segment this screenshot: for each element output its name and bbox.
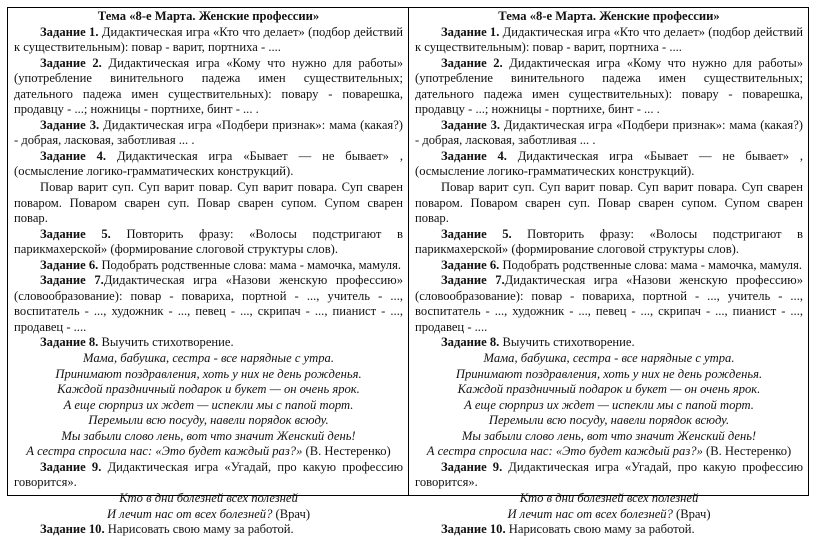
worksheet-column-left bbox=[8, 8, 408, 537]
task-9 bbox=[415, 460, 803, 491]
task-text: Дидактическая игра «Кому что нужно для работы» (употребление винительного падежа имен существительных; дательного падежа имен существительных): повару - поварешка, продавцу - ...; ножницы - портнихе, бинт - ... . bbox=[14, 55, 404, 117]
task-label: Задание 1. bbox=[441, 24, 500, 39]
worksheet-table bbox=[7, 7, 809, 537]
task-text: Дидактическая игра «Угадай, про какую профессию говорится». bbox=[14, 459, 404, 490]
poem-line: Принимают поздравления, хоть у них не день рожденья. bbox=[455, 366, 763, 381]
riddle-line-answer: И лечит нас от всех болезней? (Врач) bbox=[507, 506, 711, 521]
task-text: Дидактическая игра «Назови женскую профессию» (словообразование): повар - повариха, портной - ..., учитель - ..., воспитатель - ..., художник - ..., певец - ..., скрипач - ..., пианист - ..., продавец - .... bbox=[14, 273, 403, 334]
poem-line: Каждой праздничный подарок и букет — он очень ярок. bbox=[457, 382, 761, 397]
task-text: Дидактическая игра «Угадай, про какую профессию говорится». bbox=[415, 459, 803, 490]
worksheet-column-right bbox=[408, 8, 808, 537]
task-10 bbox=[415, 522, 803, 538]
task-8 bbox=[415, 335, 803, 351]
task-7 bbox=[14, 273, 403, 335]
poem-line: Принимают поздравления, хоть у них не день рожденья. bbox=[55, 366, 362, 381]
task-4 bbox=[14, 149, 403, 180]
task-text: Повар варит суп. Суп варит повар. Суп варит повара. Суп сварен поваром. Поваром сварен суп. Повар сварен супом. Супом сварен повар. bbox=[14, 180, 403, 226]
task-text: Повторить фразу: «Волосы подстригают в парикмахерской» (формирование слоговой структуры слов). bbox=[415, 226, 803, 257]
task-text: Нарисовать свою маму за работой. bbox=[505, 522, 695, 537]
task-5 bbox=[14, 227, 403, 258]
task-7 bbox=[415, 273, 803, 335]
task-label: Задание 7. bbox=[441, 273, 505, 288]
task-label: Задание 3. bbox=[441, 117, 501, 132]
poem-line: Мы забыли слово лень, вот что значит Женский день! bbox=[61, 428, 356, 443]
task-5 bbox=[415, 227, 803, 258]
task-label: Задание 10. bbox=[441, 522, 506, 537]
task-text: Нарисовать свою маму за работой. bbox=[104, 522, 294, 537]
poem-line: Перемыли всю посуду, навели порядок всюду. bbox=[488, 413, 730, 428]
worksheet-title: Тема «8-е Марта. Женские профессии» bbox=[498, 9, 720, 23]
task-2 bbox=[415, 56, 803, 118]
poem-line-author: А сестра спросила нас: «Это будет каждый раз?» (В. Нестеренко) bbox=[26, 444, 391, 459]
task-text: Дидактическая игра «Кто что делает» (подбор действий к существительным): повар - варит, портниха - .... bbox=[14, 24, 404, 55]
task-label: Задание 5. bbox=[40, 226, 111, 241]
task-1 bbox=[415, 25, 803, 56]
task-label: Задание 4. bbox=[441, 148, 507, 163]
poem-line: Мама, бабушка, сестра - все нарядные с утра. bbox=[483, 351, 735, 366]
task-text: Подобрать родственные слова: мама - мамочка, мамуля. bbox=[98, 257, 402, 272]
task-3 bbox=[14, 118, 403, 149]
riddle-line: Кто в дни болезней всех полезней bbox=[119, 490, 298, 505]
task-label: Задание 2. bbox=[441, 55, 503, 70]
task-4-sentences bbox=[415, 180, 803, 227]
task-text: Дидактическая игра «Подбери признак»: мама (какая?) - добрая, ласковая, заботливая ... . bbox=[415, 117, 803, 148]
task-label: Задание 8. bbox=[441, 335, 500, 350]
task-text: Выучить стихотворение. bbox=[98, 335, 234, 350]
task-text: Дидактическая игра «Кто что делает» (подбор действий к существительным): повар - варит, портниха - .... bbox=[415, 24, 804, 55]
task-4-sentences bbox=[14, 180, 403, 227]
task-label: Задание 7. bbox=[40, 273, 104, 288]
task-label: Задание 1. bbox=[40, 24, 99, 39]
task-1 bbox=[14, 25, 403, 56]
task-10 bbox=[14, 522, 403, 538]
task-8 bbox=[14, 335, 403, 351]
task-label: Задание 6. bbox=[441, 257, 500, 272]
task-text: Дидактическая игра «Бывает — не бывает» , (осмысление логико-грамматических конструкций). bbox=[415, 148, 803, 179]
task-text: Повар варит суп. Суп варит повар. Суп варит повара. Суп сварен поваром. Поваром сварен суп. Повар сварен супом. Супом сварен повар. bbox=[415, 180, 803, 226]
task-label: Задание 9. bbox=[40, 459, 102, 474]
task-3 bbox=[415, 118, 803, 149]
task-text: Выучить стихотворение. bbox=[499, 335, 635, 350]
task-label: Задание 9. bbox=[441, 459, 503, 474]
task-text: Дидактическая игра «Назови женскую профессию» (словообразование): повар - повариха, портной - ..., учитель - ..., воспитатель - ..., художник - ..., певец - ..., скрипач - ..., пианист - ..., продавец - .... bbox=[415, 273, 803, 334]
task-text: Подобрать родственные слова: мама - мамочка, мамуля. bbox=[499, 257, 803, 272]
riddle-line-answer: И лечит нас от всех болезней? (Врач) bbox=[106, 506, 311, 521]
task-6 bbox=[415, 258, 803, 274]
task-9 bbox=[14, 460, 403, 491]
task-label: Задание 10. bbox=[40, 522, 105, 537]
worksheet-title: Тема «8-е Марта. Женские профессии» bbox=[97, 9, 320, 23]
task-label: Задание 5. bbox=[441, 226, 512, 241]
task-text: Дидактическая игра «Бывает — не бывает» , (осмысление логико-грамматических конструкций). bbox=[14, 148, 403, 179]
poem-line: Мама, бабушка, сестра - все нарядные с утра. bbox=[83, 351, 334, 366]
task-6 bbox=[14, 258, 403, 274]
task-2 bbox=[14, 56, 403, 118]
poem-line: А еще сюрприз их ждет — испекли мы с папой торт. bbox=[464, 397, 754, 412]
task-label: Задание 6. bbox=[40, 257, 99, 272]
task-text: Дидактическая игра «Кому что нужно для работы» (употребление винительного падежа имен существительных; дательного падежа имен существительных): повару - поварешка, продавцу - ...; ножницы - портнихе, бинт - ... . bbox=[415, 55, 804, 117]
task-label: Задание 2. bbox=[40, 55, 102, 70]
task-text: Повторить фразу: «Волосы подстригают в парикмахерской» (формирование слоговой структуры слов). bbox=[14, 226, 403, 257]
poem-line-author: А сестра спросила нас: «Это будет каждый раз?» (В. Нестеренко) bbox=[426, 444, 792, 459]
poem-line: Каждой праздничный подарок и букет — он очень ярок. bbox=[57, 382, 360, 397]
poem-line: Мы забыли слово лень, вот что значит Женский день! bbox=[461, 428, 757, 443]
task-4 bbox=[415, 149, 803, 180]
riddle-line: Кто в дни болезней всех полезней bbox=[519, 490, 699, 505]
poem-line: А еще сюрприз их ждет — испекли мы с папой торт. bbox=[63, 397, 354, 412]
task-label: Задание 4. bbox=[40, 148, 107, 163]
task-label: Задание 3. bbox=[40, 117, 100, 132]
task-label: Задание 8. bbox=[40, 335, 99, 350]
task-text: Дидактическая игра «Подбери признак»: мама (какая?) - добрая, ласковая, заботливая ... . bbox=[14, 117, 403, 148]
poem-line: Перемыли всю посуду, навели порядок всюду. bbox=[88, 413, 329, 428]
